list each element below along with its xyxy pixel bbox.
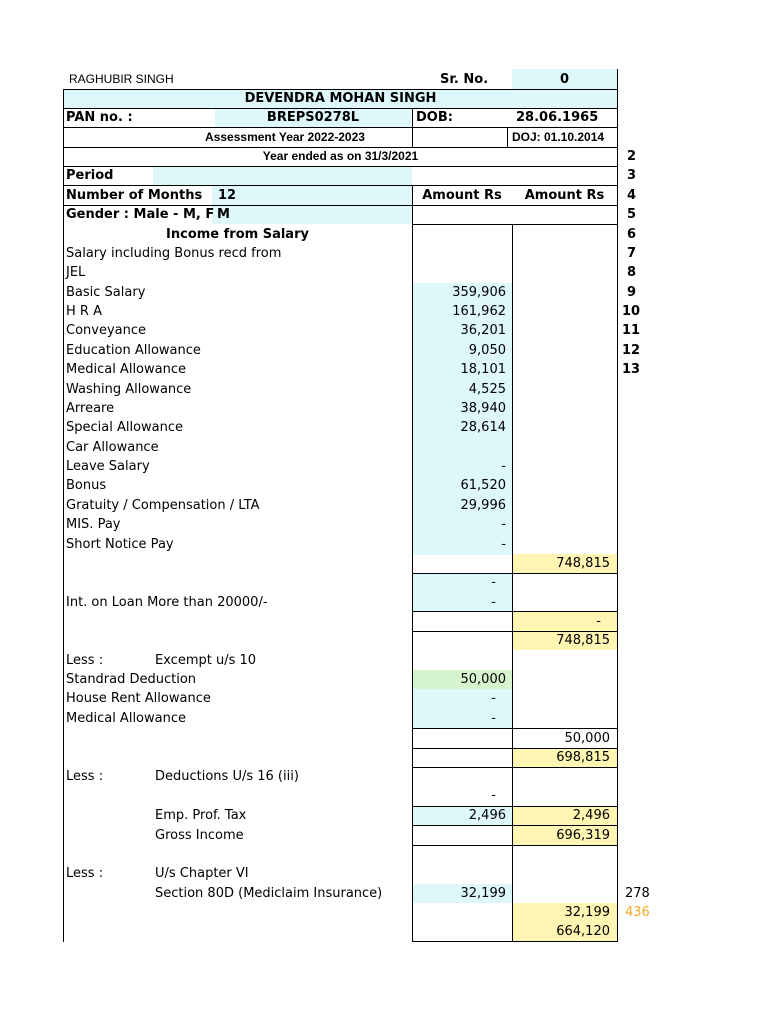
section-80d-total: 32,199 bbox=[564, 905, 610, 920]
amount-header-1: Amount Rs bbox=[422, 188, 502, 203]
row-number: 3 bbox=[627, 168, 637, 183]
year-ended: Year ended as on 31/3/2021 bbox=[262, 149, 419, 163]
salary-item-label: Salary including Bonus recd from bbox=[66, 246, 282, 261]
ded16-less-label: Less : bbox=[66, 769, 104, 784]
doj: DOJ: 01.10.2014 bbox=[512, 130, 605, 144]
row-number: 9 bbox=[627, 285, 637, 300]
gender-cell[interactable] bbox=[212, 205, 412, 224]
row-number: 10 bbox=[622, 304, 641, 319]
blank-dash[interactable]: - bbox=[491, 575, 496, 590]
salary-item-label: H R A bbox=[66, 304, 102, 319]
salary-item-label: JEL bbox=[66, 265, 86, 280]
gross-income-value: 696,319 bbox=[556, 828, 610, 843]
ch6-heading: U/s Chapter VI bbox=[155, 866, 249, 881]
prof-tax-total: 2,496 bbox=[572, 808, 610, 823]
ded16-dash: - bbox=[491, 788, 496, 803]
salary-item-label: Conveyance bbox=[66, 323, 147, 338]
salary-item-value[interactable]: 38,940 bbox=[460, 401, 506, 416]
salary-item-label: Basic Salary bbox=[66, 285, 146, 300]
section-80d-value[interactable]: 32,199 bbox=[460, 886, 506, 901]
salary-item-label: Education Allowance bbox=[66, 343, 201, 358]
ded16-heading: Deductions U/s 16 (iii) bbox=[155, 769, 299, 784]
employee-name: DEVENDRA MOHAN SINGH bbox=[244, 91, 437, 106]
salary-item-value[interactable]: - bbox=[501, 537, 506, 552]
gender-value: M bbox=[217, 207, 230, 222]
row-number: 4 bbox=[627, 188, 637, 203]
months-cell[interactable] bbox=[212, 186, 412, 205]
salary-item-value[interactable]: 61,520 bbox=[460, 478, 506, 493]
salary-item-value[interactable]: 161,962 bbox=[452, 304, 506, 319]
row-number: 6 bbox=[627, 227, 637, 242]
salary-item-value[interactable]: - bbox=[501, 459, 506, 474]
dob-value: 28.06.1965 bbox=[516, 110, 599, 125]
salary-item-value[interactable]: - bbox=[501, 517, 506, 532]
ch6-less-label: Less : bbox=[66, 866, 104, 881]
prof-tax-label: Emp. Prof. Tax bbox=[155, 808, 247, 823]
net-income: 664,120 bbox=[556, 924, 610, 939]
period-label: Period bbox=[66, 168, 114, 183]
int-loan-value[interactable]: - bbox=[491, 595, 496, 610]
salary-item-value[interactable]: 9,050 bbox=[468, 343, 506, 358]
exempt-item-label: Standrad Deduction bbox=[66, 672, 197, 687]
salary-item-label: MIS. Pay bbox=[66, 517, 121, 532]
salary-item-label: Washing Allowance bbox=[66, 382, 192, 397]
exempt-less-label: Less : bbox=[66, 653, 104, 668]
salary-item-value[interactable]: 28,614 bbox=[460, 420, 506, 435]
int-loan-total: - bbox=[596, 614, 601, 629]
row-number: 8 bbox=[627, 265, 637, 280]
salary-item-value[interactable]: 359,906 bbox=[452, 285, 506, 300]
salary-item-label: Arreare bbox=[66, 401, 115, 416]
assessment-year: Assessment Year 2022-2023 bbox=[205, 130, 365, 144]
amount-header-2: Amount Rs bbox=[524, 188, 605, 203]
salary-item-label: Medical Allowance bbox=[66, 362, 186, 377]
gross-income-label: Gross Income bbox=[155, 828, 244, 843]
manager-name: RAGHUBIR SINGH bbox=[69, 72, 174, 86]
row-number: 5 bbox=[627, 207, 637, 222]
salary-item-value[interactable]: 4,525 bbox=[468, 382, 506, 397]
row-number: 12 bbox=[622, 343, 641, 358]
salary-item-label: Short Notice Pay bbox=[66, 537, 174, 552]
period-cell[interactable] bbox=[153, 167, 412, 186]
gender-label: Gender : Male - M, F bbox=[66, 207, 215, 222]
salary-item-value[interactable]: 36,201 bbox=[460, 323, 506, 338]
salary-item-value[interactable]: 29,996 bbox=[460, 498, 506, 513]
sr-no-value: 0 bbox=[559, 72, 570, 87]
exempt-item-value[interactable]: - bbox=[491, 711, 496, 726]
row-number: 7 bbox=[627, 246, 637, 261]
salary-item-label: Bonus bbox=[66, 478, 107, 493]
int-loan-label: Int. on Loan More than 20000/- bbox=[66, 595, 268, 610]
row-number: 2 bbox=[627, 149, 637, 164]
salary-item-label: Special Allowance bbox=[66, 420, 184, 435]
exempt-item-label: House Rent Allowance bbox=[66, 691, 211, 706]
months-value: 12 bbox=[218, 188, 237, 203]
months-label: Number of Months bbox=[66, 188, 203, 203]
exempt-item-value[interactable]: 50,000 bbox=[460, 672, 506, 687]
sr-no-label: Sr. No. bbox=[440, 72, 489, 87]
side-value-2: 436 bbox=[625, 905, 650, 920]
row-number: 11 bbox=[622, 323, 641, 338]
salary-item-label: Gratuity / Compensation / LTA bbox=[66, 498, 260, 513]
section-80d-label: Section 80D (Mediclaim Insurance) bbox=[155, 886, 383, 901]
exempt-item-value[interactable]: - bbox=[491, 691, 496, 706]
salary-item-label: Car Allowance bbox=[66, 440, 159, 455]
row-number: 13 bbox=[622, 362, 641, 377]
pan-value: BREPS0278L bbox=[266, 110, 360, 125]
income-heading: Income from Salary bbox=[166, 227, 309, 242]
salary-item-value[interactable]: 18,101 bbox=[460, 362, 506, 377]
exempt-net: 698,815 bbox=[556, 750, 610, 765]
dob-label: DOB: bbox=[416, 110, 453, 125]
salary-total: 748,815 bbox=[556, 556, 610, 571]
prof-tax-value[interactable]: 2,496 bbox=[468, 808, 506, 823]
salary-item-label: Leave Salary bbox=[66, 459, 150, 474]
gross-salary: 748,815 bbox=[556, 633, 610, 648]
exempt-heading: Excempt u/s 10 bbox=[155, 653, 257, 668]
exempt-total: 50,000 bbox=[564, 731, 610, 746]
side-value-1: 278 bbox=[625, 886, 650, 901]
exempt-item-label: Medical Allowance bbox=[66, 711, 186, 726]
pan-label: PAN no. : bbox=[66, 110, 133, 125]
